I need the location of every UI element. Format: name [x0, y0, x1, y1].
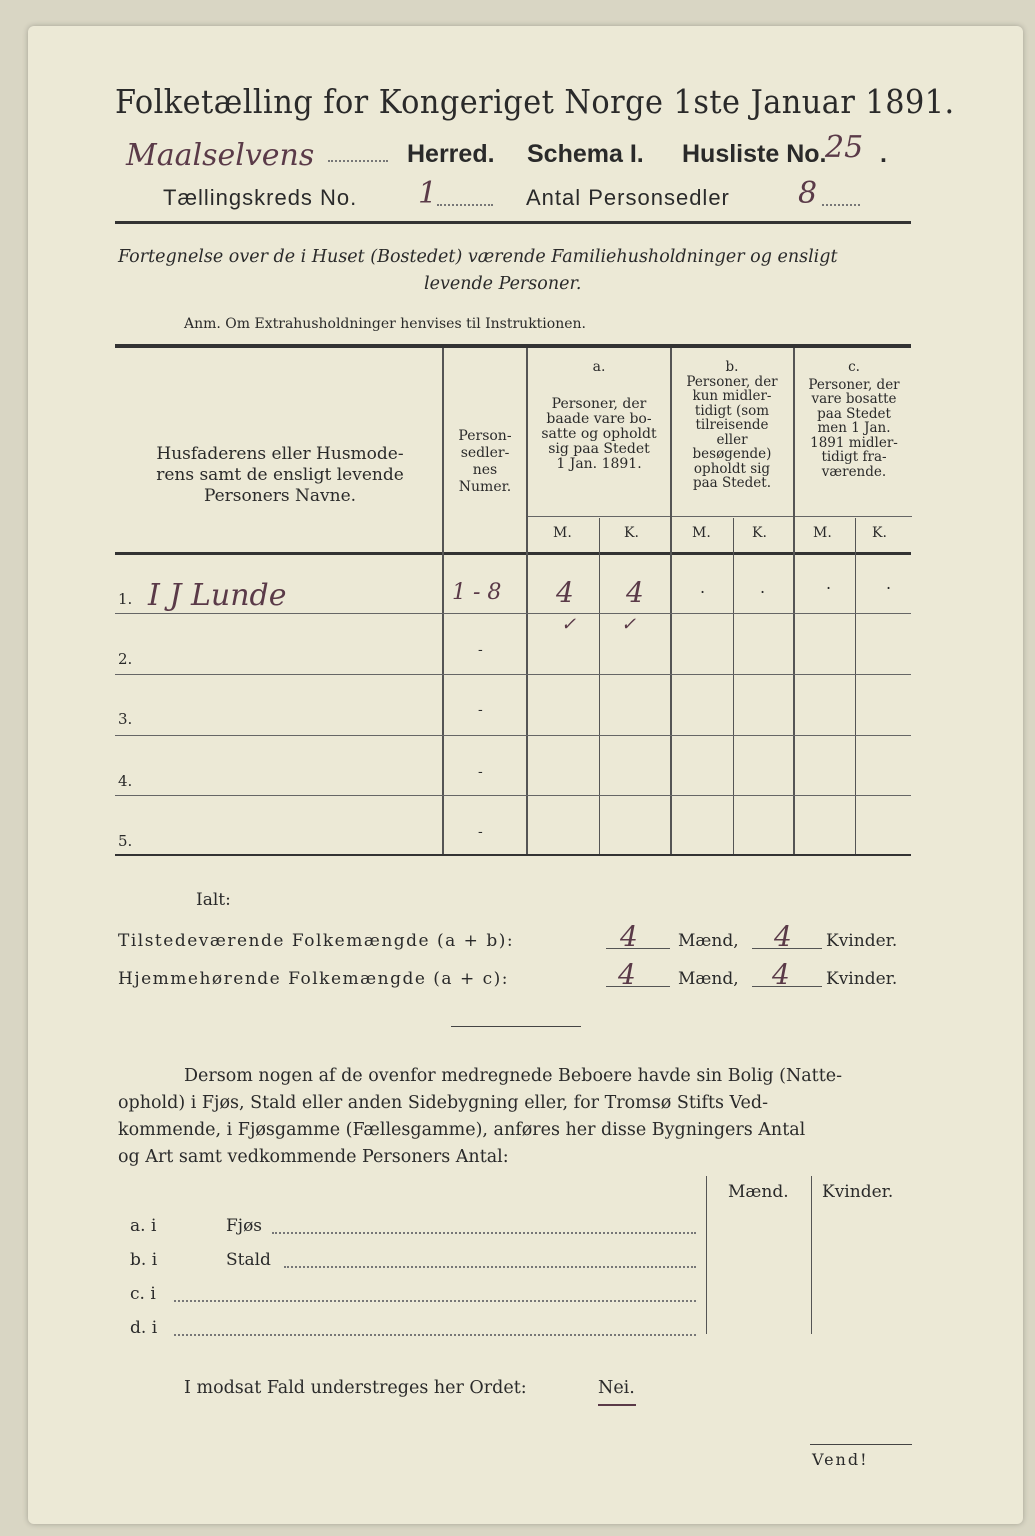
c-m-label: M.: [813, 525, 832, 541]
buildings-sep-2: [811, 1176, 812, 1334]
col-b-letter: b.: [725, 359, 739, 375]
row-line-4: [115, 795, 911, 796]
table-bottom-rule: [115, 854, 911, 856]
modsat-word: Nei.: [598, 1378, 635, 1398]
hjemme-k: 4: [772, 958, 790, 991]
col-num-line-4: Numer.: [458, 479, 512, 495]
building-b-label: Stald: [226, 1250, 271, 1270]
building-c-dots: [174, 1300, 696, 1302]
col-c-header: [795, 360, 913, 479]
col-c-line-1: Personer, der: [808, 376, 900, 393]
tilstede-m: 4: [620, 920, 638, 953]
kreds-dots: [437, 204, 493, 206]
modsat-prefix: I modsat Fald understreges her Ordet:: [184, 1378, 527, 1398]
row-2-a-m: ✓: [561, 614, 577, 635]
intro-line-1: Fortegnelse over de i Huset (Bostedet) værende Familiehusholdninger og ensligt: [118, 247, 838, 267]
col-b-header: [672, 360, 792, 491]
col-c-letter: c.: [848, 359, 860, 375]
col-b-line-4: tilreisende: [695, 417, 769, 433]
hjemme-label: Hjemmehørende Folkemængde (a + c):: [118, 969, 509, 989]
col-num-line-1: Person-: [458, 428, 512, 444]
building-d-dots: [174, 1334, 696, 1336]
col-b-line-8: paa Stedet.: [692, 475, 772, 491]
buildings-p3: kommende, i Fjøsgamme (Fællesgamme), anføres her disse Bygningers Antal: [118, 1120, 806, 1140]
building-c-letter: c. i: [130, 1284, 156, 1304]
hjemme-maend: Mænd,: [678, 969, 739, 989]
husliste-label: Husliste No.: [682, 140, 827, 168]
col-a-line-3: satte og opholdt: [541, 426, 657, 442]
col-a-line-2: baade vare bo-: [546, 411, 652, 427]
row-line-2: [115, 674, 911, 675]
col-c-line-5: 1891 midler-: [810, 434, 898, 451]
husliste-dot: .: [880, 140, 887, 168]
col-b-line-7: opholdt sig: [693, 460, 771, 477]
row-5-num: -: [478, 824, 483, 840]
col-a-line-5: 1 Jan. 1891.: [556, 456, 642, 472]
row-2-a-k: ✓: [621, 614, 637, 635]
col-num-header: [446, 428, 524, 496]
b-k-label: K.: [752, 525, 767, 541]
col-name-header: [130, 444, 430, 507]
col-num-line-3: nes: [472, 462, 498, 478]
tilstede-maend: Mænd,: [678, 931, 739, 951]
col-a-letter: a.: [592, 359, 606, 375]
buildings-p1: Dersom nogen af de ovenfor medregnede Beboere havde sin Bolig (Natte-: [184, 1066, 843, 1086]
buildings-maend-header: Mænd.: [728, 1182, 789, 1202]
c-k-label: K.: [872, 525, 887, 541]
col-c-line-2: vare bosatte: [811, 391, 897, 407]
col-sep-b-mk: [733, 518, 734, 854]
hjemme-m: 4: [618, 958, 636, 991]
col-c-line-6: tidigt fra-: [821, 449, 887, 465]
row-1-c-m: .: [826, 574, 832, 593]
col-sep-name: [442, 348, 444, 854]
col-num-line-2: sedler-: [460, 445, 510, 461]
form-title: Folketælling for Kongeriget Norge 1ste Januar 1891.: [115, 82, 955, 121]
col-name-line-3: Personers Navne.: [203, 486, 357, 506]
mk-rule: [527, 516, 912, 517]
col-c-line-7: værende.: [821, 463, 887, 480]
col-sep-a-mk: [599, 518, 600, 854]
nei-underline: [598, 1404, 636, 1406]
building-a-label: Fjøs: [226, 1216, 263, 1236]
tilstede-kvinder: Kvinder.: [826, 931, 898, 951]
row-1-b-k: .: [760, 578, 766, 597]
row-1-c-k: .: [886, 574, 892, 593]
row-1-num: 1 - 8: [452, 580, 502, 605]
col-c-line-4: men 1 Jan.: [817, 420, 891, 436]
col-b-line-3: tidigt (som: [694, 402, 770, 419]
row-2-num: -: [478, 642, 483, 658]
col-a-header: [530, 360, 668, 472]
col-b-line-1: Personer, der: [686, 373, 778, 390]
buildings-sep-1: [706, 1176, 707, 1334]
row-1-a-m: 4: [556, 576, 574, 609]
col-b-line-5: eller: [716, 431, 748, 448]
buildings-kvinder-header: Kvinder.: [822, 1182, 894, 1202]
tilstede-m-line: [606, 948, 670, 949]
antal-dots: [822, 204, 860, 206]
tilstede-k: 4: [774, 920, 792, 953]
a-m-label: M.: [553, 525, 572, 541]
row-line-1: [115, 613, 911, 614]
col-c-line-3: paa Stedet: [817, 405, 891, 422]
buildings-p4: og Art samt vedkommende Personers Antal:: [118, 1147, 509, 1167]
building-a-letter: a. i: [130, 1216, 157, 1236]
vend-label: Vend!: [812, 1450, 869, 1469]
row-1-name: I J Lunde: [148, 578, 287, 613]
row-1-b-m: .: [700, 578, 706, 597]
hjemme-kvinder: Kvinder.: [826, 969, 898, 989]
buildings-p2: ophold) i Fjøs, Stald eller anden Sidebygning eller, for Tromsø Stifts Ved-: [118, 1093, 769, 1113]
herred-label: Herred.: [407, 140, 495, 168]
row-2-number: 2.: [118, 650, 133, 668]
antal-value: 8: [798, 176, 818, 211]
herred-dots: [328, 160, 388, 162]
header-rule: [115, 221, 911, 224]
vend-rule: [810, 1444, 912, 1445]
row-5-number: 5.: [118, 832, 133, 850]
husliste-value: 25: [825, 130, 864, 165]
ialt-label: Ialt:: [196, 890, 231, 910]
intro-line-2: levende Personer.: [424, 274, 582, 294]
row-4-num: -: [478, 764, 483, 780]
anm-note: Anm. Om Extrahusholdninger henvises til Instruktionen.: [184, 316, 586, 332]
row-1-number: 1.: [118, 590, 133, 608]
col-sep-c-mk: [855, 518, 856, 854]
row-1-a-k: 4: [626, 576, 644, 609]
row-3-num: -: [478, 702, 483, 718]
building-b-letter: b. i: [130, 1250, 158, 1270]
kreds-label: Tællingskreds No.: [163, 185, 358, 210]
col-b-line-2: kun midler-: [692, 388, 772, 404]
col-sep-num: [526, 348, 528, 854]
hjemme-m-line: [606, 986, 670, 987]
section-divider: [451, 1026, 581, 1027]
row-line-3: [115, 735, 911, 736]
antal-label: Antal Personsedler: [526, 185, 730, 210]
schema-label: Schema I.: [527, 140, 644, 168]
table-top-rule: [115, 344, 911, 348]
b-m-label: M.: [692, 525, 711, 541]
col-name-line-2: rens samt de ensligt levende: [156, 465, 404, 485]
building-d-letter: d. i: [130, 1318, 158, 1338]
table-header-rule: [115, 552, 911, 555]
row-4-number: 4.: [118, 772, 133, 790]
col-b-line-6: besøgende): [692, 446, 772, 462]
row-3-number: 3.: [118, 710, 133, 728]
herred-value: Maalselvens: [126, 138, 315, 173]
col-name-line-1: Husfaderens eller Husmode-: [156, 444, 404, 464]
a-k-label: K.: [624, 525, 639, 541]
col-a-line-4: sig paa Stedet: [548, 441, 650, 457]
building-b-dots: [284, 1266, 696, 1268]
building-a-dots: [272, 1232, 696, 1234]
col-a-line-1: Personer, der: [551, 396, 647, 412]
tilstede-label: Tilstedeværende Folkemængde (a + b):: [118, 931, 515, 951]
kreds-value: 1: [418, 176, 438, 211]
